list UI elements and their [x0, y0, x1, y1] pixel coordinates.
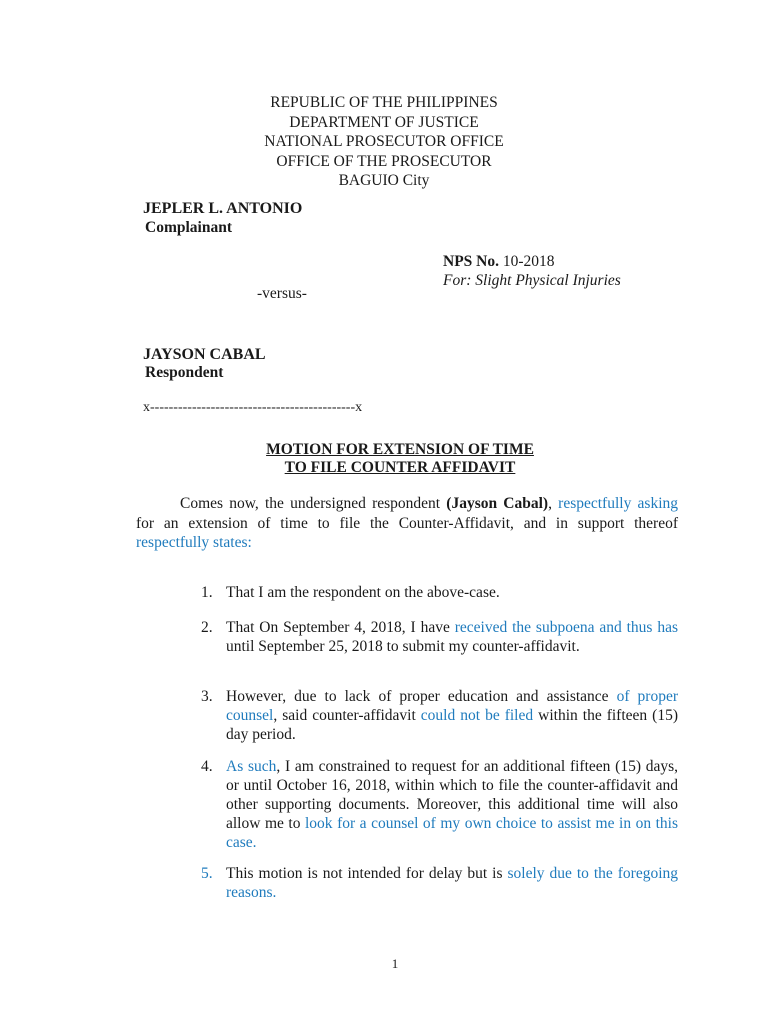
- case-charge: For: Slight Physical Injuries: [443, 272, 621, 289]
- list-item-highlight: look for a counsel of my own choice to assist me in on this case.: [226, 815, 678, 851]
- list-item-number: 2.: [201, 619, 213, 636]
- header-line-city: BAGUIO City: [338, 172, 430, 189]
- list-item-number: 3.: [201, 688, 213, 705]
- intro-highlight: respectfully asking: [558, 495, 678, 512]
- list-item-text: within the fifteen (15) day period.: [226, 707, 678, 743]
- nps-number: [443, 252, 555, 271]
- intro-paragraph: [136, 494, 678, 553]
- page-number: 1: [391, 956, 399, 971]
- list-item-text: However, due to lack of proper education and assistance: [226, 688, 617, 705]
- list-item-highlight: As such: [226, 758, 277, 775]
- list-item-text: That I am the respondent on the above-case.: [226, 584, 500, 601]
- title-line-2: TO FILE COUNTER AFFIDAVIT: [284, 459, 516, 476]
- list-item: [201, 757, 678, 852]
- caption-separator: x--------------------------------------------x: [143, 400, 363, 415]
- respondent-name: JAYSON CABAL: [143, 346, 266, 363]
- list-item-text: , I am constrained to request for an additional fifteen (15) days, or until October 16, 2018, within which to file the counter-affidavit and other supporting documents. Moreover, this additional time will also allow me to: [226, 758, 679, 832]
- intro-highlight: respectfully states:: [136, 534, 252, 551]
- intro-text: Comes now, the undersigned respondent: [180, 495, 447, 512]
- title-line-1: MOTION FOR EXTENSION OF TIME: [266, 441, 534, 458]
- list-item: [201, 583, 678, 602]
- list-item-text: until September 25, 2018 to submit my counter-affidavit.: [226, 638, 580, 655]
- list-item-text: This motion is not intended for delay but is: [226, 865, 508, 882]
- intro-respondent-name: (Jayson Cabal): [446, 495, 549, 512]
- list-item-text: That On September 4, 2018, I have: [226, 619, 455, 636]
- intro-text: for an extension of time to file the Counter-Affidavit, and in support thereof: [136, 514, 678, 532]
- list-item-number: 5.: [201, 865, 213, 882]
- respondent-label: Respondent: [145, 364, 224, 381]
- list-item-highlight: could not be filed: [420, 707, 534, 724]
- versus-label: -versus-: [257, 285, 307, 302]
- header-line-prosecutor-office: OFFICE OF THE PROSECUTOR: [276, 152, 492, 170]
- list-item: [201, 687, 678, 744]
- header-line-department: DEPARTMENT OF JUSTICE: [289, 113, 479, 131]
- complainant-name: JEPLER L. ANTONIO: [143, 200, 303, 217]
- list-item-highlight: solely due to the foregoing reasons.: [226, 865, 679, 901]
- header-line-republic: REPUBLIC OF THE PHILIPPINES: [270, 94, 498, 111]
- nps-value: 10-2018: [498, 253, 555, 270]
- nps-label: NPS No.: [443, 253, 499, 270]
- list-item-highlight: received the subpoena and thus has: [454, 619, 678, 636]
- intro-text: ,: [548, 495, 559, 512]
- document-title: [0, 441, 768, 477]
- list-item: [201, 864, 678, 902]
- list-item-number: 1.: [201, 584, 213, 601]
- list-item: [201, 618, 678, 656]
- header-line-national-office: NATIONAL PROSECUTOR OFFICE: [264, 133, 504, 150]
- complainant-label: Complainant: [145, 219, 232, 236]
- list-item-text: , said counter-affidavit: [273, 707, 421, 724]
- list-item-number: 4.: [201, 758, 213, 775]
- list-item-highlight: of proper counsel: [226, 688, 678, 724]
- document-header: [0, 93, 768, 191]
